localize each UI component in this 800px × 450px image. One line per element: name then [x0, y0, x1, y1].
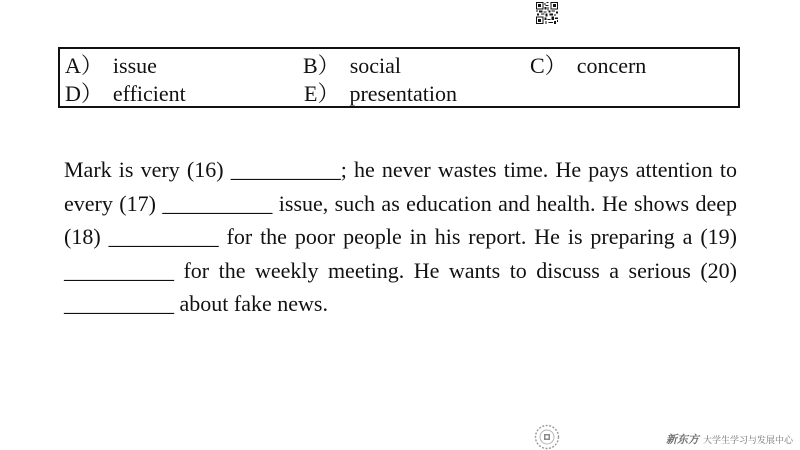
option-letter: A）: [65, 53, 103, 78]
option-d: [65, 81, 186, 107]
word-bank-box: [58, 47, 740, 108]
brand-logo: 新东方: [666, 433, 699, 446]
option-letter: E）: [304, 81, 340, 106]
option-b: [303, 53, 401, 79]
cloze-passage: Mark is very (16) __________; he never wastes time. He pays attention to every (17) __________ issue, such as education and health. He shows deep (18) __________ for the poor people in his report. He is preparing a (19) __________ for the weekly meeting. He wants to discuss a serious (20) __________ about fake news.: [64, 157, 737, 316]
option-word: issue: [112, 53, 157, 78]
option-word: concern: [576, 53, 647, 78]
brand-org-name: 大学生学习与发展中心: [703, 436, 794, 446]
wechat-seal-icon: [534, 424, 560, 450]
option-letter: B）: [303, 53, 340, 78]
option-word: social: [349, 53, 402, 78]
option-c: [530, 53, 646, 79]
option-letter: C）: [530, 53, 567, 78]
option-word: presentation: [349, 81, 457, 106]
option-e: [304, 81, 457, 107]
qr-code-icon: [536, 2, 558, 24]
option-a: [65, 53, 157, 79]
footer-brand: [666, 428, 793, 447]
option-word: efficient: [112, 81, 186, 106]
option-letter: D）: [65, 81, 103, 106]
